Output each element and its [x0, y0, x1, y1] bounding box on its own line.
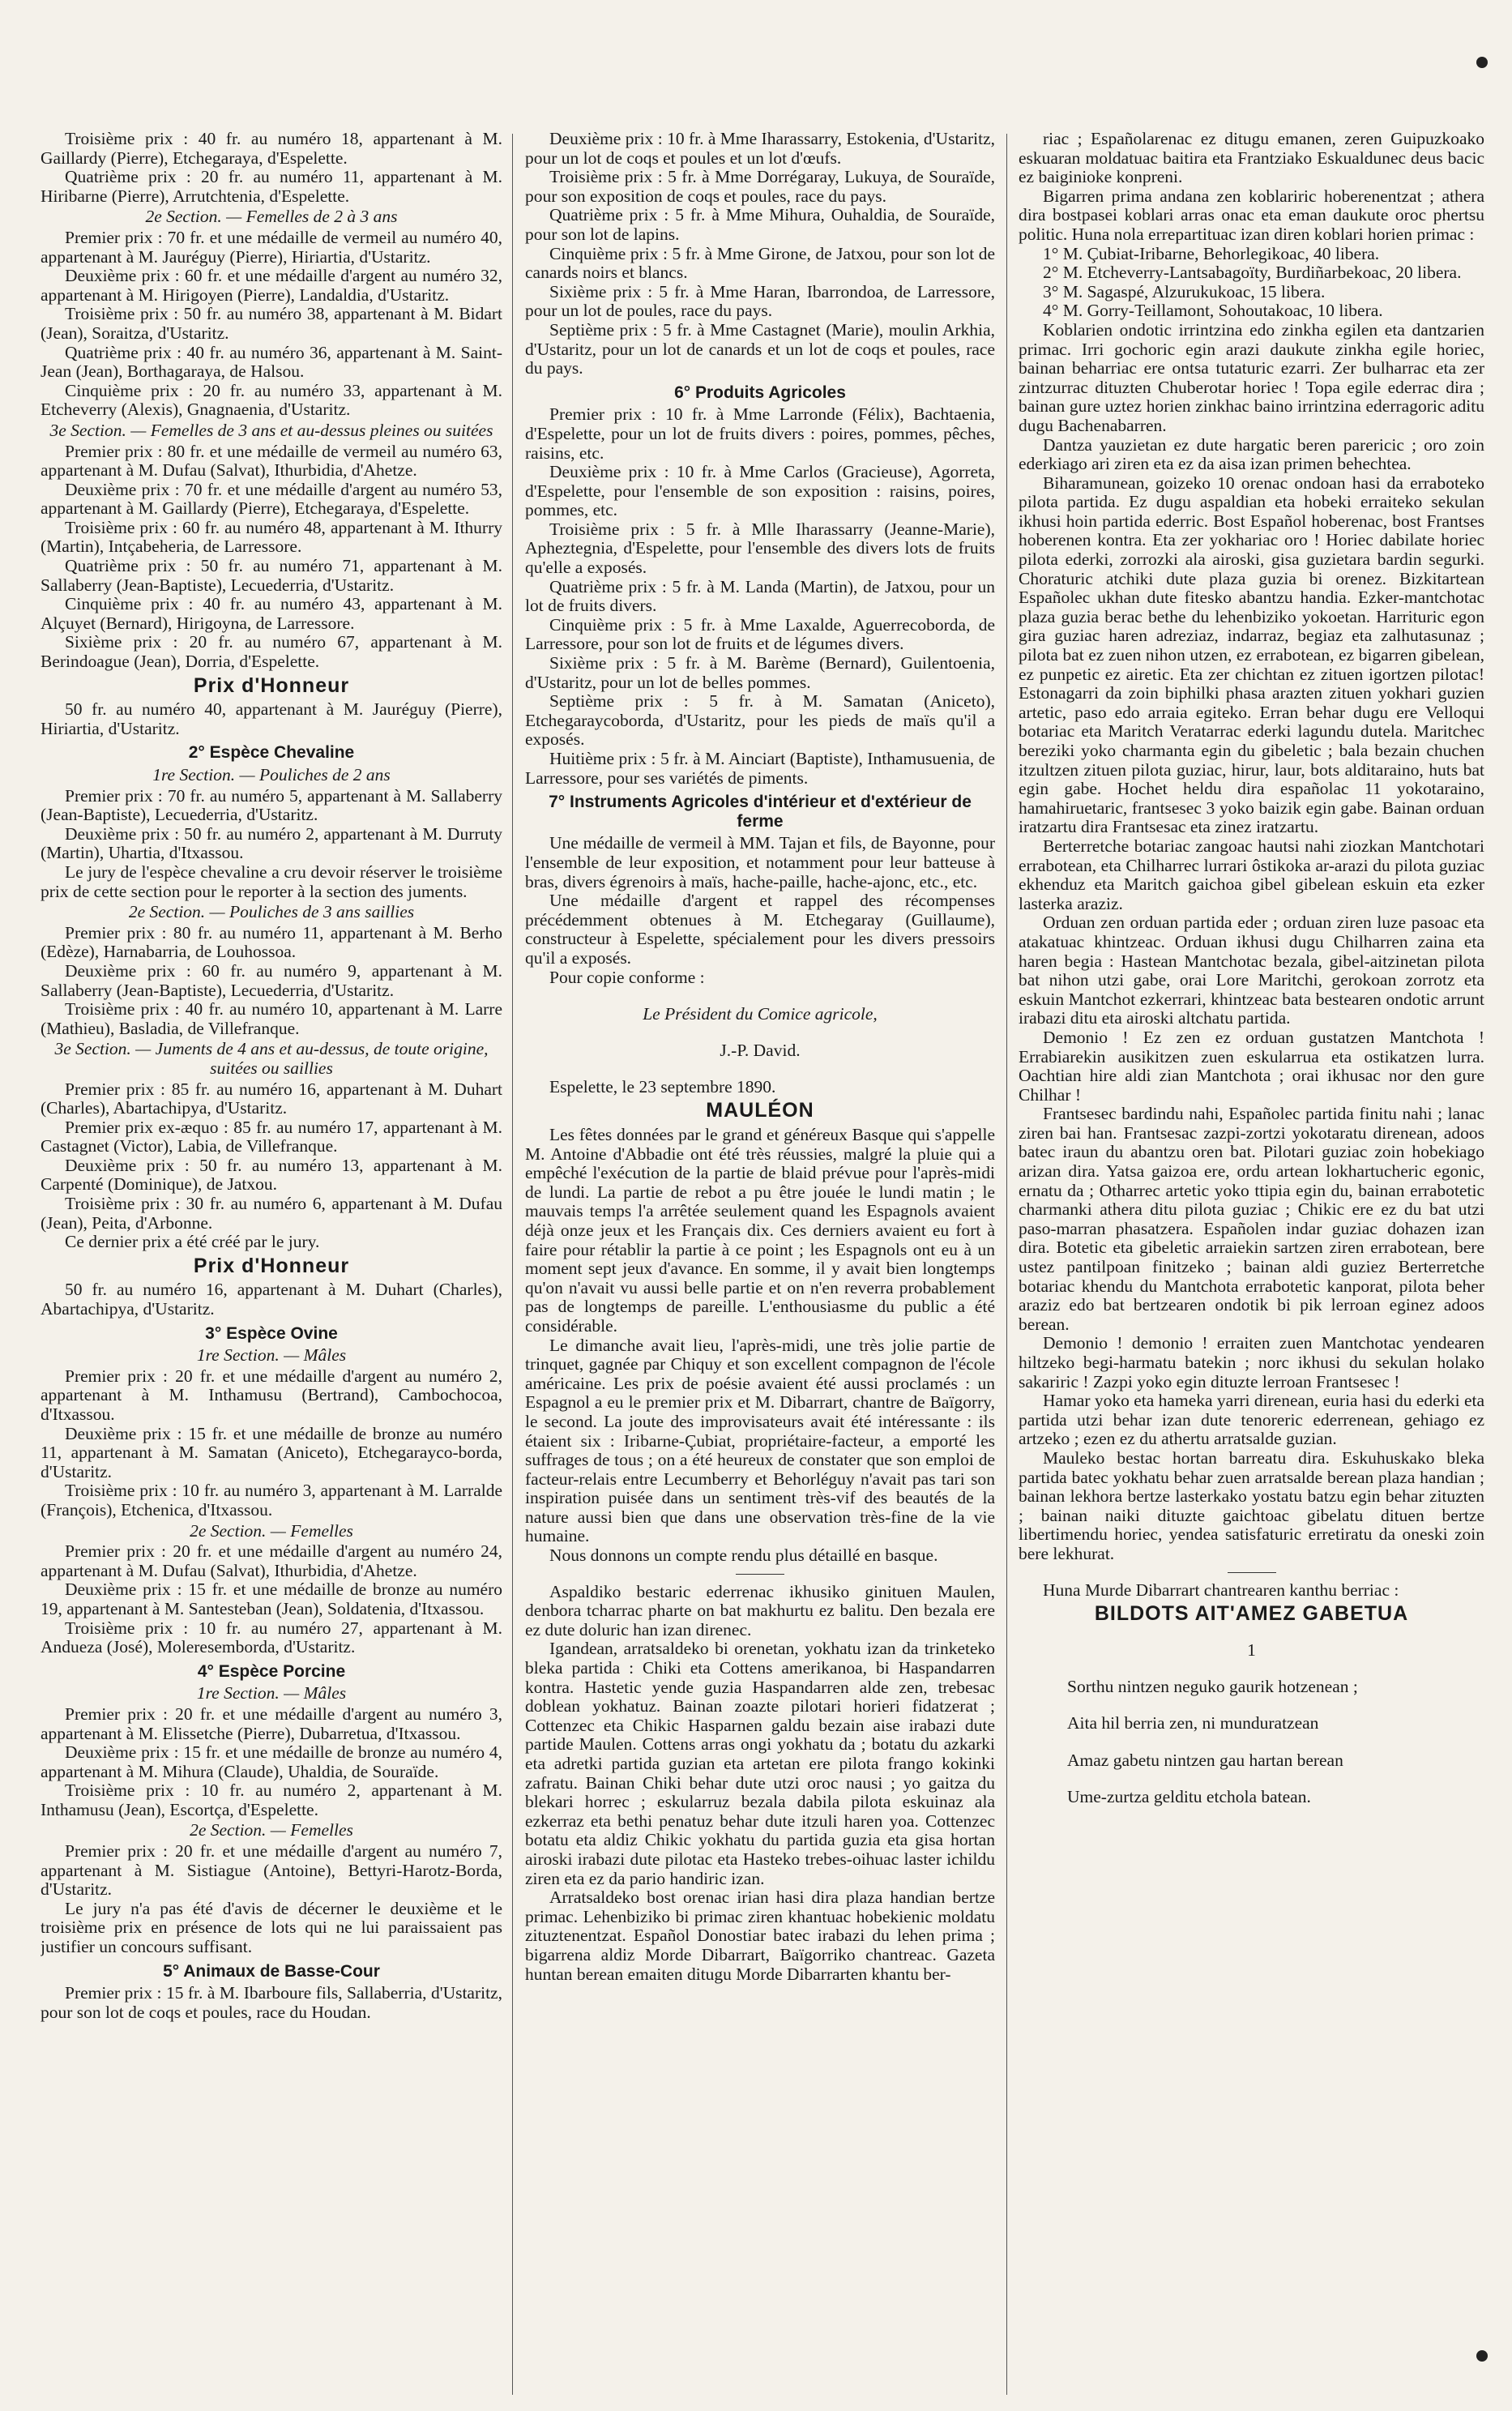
- paragraph: Troisième prix : 40 fr. au numéro 18, appartenant à M. Gaillardy (Pierre), Etchegaraya, d'Espelette.: [41, 130, 502, 168]
- paragraph: Hamar yoko eta hameka yarri direnean, euria hasi du ederki eta partida utzi behar izan dute tenoreric ederrenean, gehiago ez artzeko ; ezen ez du athertu arratsalde guzian.: [1019, 1391, 1484, 1449]
- paragraph: 50 fr. au numéro 40, appartenant à M. Jauréguy (Pierre), Hiriartia, d'Ustaritz.: [41, 699, 502, 738]
- section-heading: 2e Section. — Femelles de 2 à 3 ans: [145, 207, 398, 227]
- paragraph: Demonio ! Ez zen ez orduan gustatzen Mantchota ! Errabiarekin ausikitzen zuen eskularrua eta ostikatzen lurra. Oachtian hire aldi zian Mantchota ; orai ikhusac nor den gure Chilhar !: [1019, 1027, 1484, 1105]
- paragraph: Premier prix : 85 fr. au numéro 16, appartenant à M. Duhart (Charles), Abartachipya, d'Ustaritz.: [41, 1079, 502, 1118]
- centered-text: J.-P. David.: [720, 1040, 801, 1060]
- section-heading: 2e Section. — Femelles: [190, 1520, 353, 1541]
- separator-rule: [1228, 1572, 1276, 1573]
- paragraph: Le dimanche avait lieu, l'après-midi, une très jolie partie de trinquet, gagnée par Chiquy et son excellent compagnon de l'école américaine. Les prix de poésie avaient été aussi proclamés : un Espagnol a eu le premier prix et M. Dibarrart, chantre de Baïgorry, le second. La joute des improvisateurs avait été intéressante : ils étaient six : Iribarne-Çubiat, propriétaire-facteur, a emporté les suffrages de tous ; on a été heureux de constater que son emploi de facteur-relais entre Lecumberry et Behorléguy n'avait pas tari son inspiration puisée dans un sentiment très-vif des beautés de la nature aussi bien que dans une observation très-fine de la vie humaine.: [525, 1335, 995, 1546]
- paragraph: Deuxième prix : 50 fr. au numéro 2, appartenant à M. Durruty (Martin), Uhartia, d'Itxassou.: [41, 823, 502, 863]
- paragraph: Bigarren prima andana zen koblariric hoberenentzat ; athera dira bostpasei koblari arras onac eta eman daukute oroc phertsu politic. Huna nola errepartituac izan diren koblari horien primac :: [1019, 186, 1484, 244]
- paragraph: Premier prix ex-æquo : 85 fr. au numéro 17, appartenant à M. Castagnet (Victor), Labia, de Villefranque.: [41, 1117, 502, 1156]
- poem-line: Amaz gabetu nintzen gau hartan berean: [1067, 1750, 1343, 1770]
- sub-heading: 5° Animaux de Basse-Cour: [163, 1961, 380, 1981]
- paragraph: 1° M. Çubiat-Iribarne, Behorlegikoac, 40 libera.: [1043, 243, 1380, 263]
- paragraph: Premier prix : 70 fr. et une médaille de vermeil au numéro 40, appartenant à M. Jauréguy (Pierre), Hiriartia, d'Ustaritz.: [41, 227, 502, 267]
- paragraph: Deuxième prix : 60 fr. et une médaille d'argent au numéro 32, appartenant à M. Hirigoyen (Pierre), Landaldia, d'Ustaritz.: [41, 266, 502, 305]
- paragraph: Une médaille d'argent et rappel des récompenses précédemment obtenues à M. Etchegaray (Guillaume), constructeur à Espelette, spécialement pour les divers pressoirs qu'il a exposés.: [525, 891, 995, 968]
- paragraph: Premier prix : 20 fr. et une médaille d'argent au numéro 2, appartenant à M. Inthamusu (Bertrand), Cambochocoa, d'Itxassou.: [41, 1366, 502, 1424]
- paragraph: Deuxième prix : 15 fr. et une médaille de bronze au numéro 11, appartenant à M. Samatan (Aniceto), Etchegarayco-borda, d'Ustaritz.: [41, 1423, 502, 1481]
- poem-line: Aita hil berria zen, ni munduratzean: [1067, 1713, 1319, 1733]
- paragraph: Quatrième prix : 20 fr. au numéro 11, appartenant à M. Hiribarne (Pierre), Arrutchtenia, d'Espelette.: [41, 167, 502, 206]
- column-left: [41, 130, 502, 2399]
- paragraph: Troisième prix : 10 fr. au numéro 2, appartenant à M. Inthamusu (Jean), Escortça, d'Espelette.: [41, 1780, 502, 1819]
- paragraph: Huna Murde Dibarrart chantrearen kanthu berriac :: [1043, 1580, 1399, 1600]
- section-heading: 1re Section. — Mâles: [196, 1345, 347, 1366]
- paragraph: Mauleko bestac hortan barreatu dira. Eskuhuskako bleka partida batec yokhatu behar zuen arratsalde berean plaza handian ; bainan lekhora bertze lasterkako yostatu batzu egin behar zituzten ; bainan naiki dituzte gaichtoac gibelatu dituen bertze libertimendu horiec, yendea satisfaturic erretiratu da oneski zoin bere lekhurat.: [1019, 1447, 1484, 1563]
- paragraph: Quatrième prix : 50 fr. au numéro 71, appartenant à M. Sallaberry (Jean-Baptiste), Lecuederria, d'Ustaritz.: [41, 556, 502, 595]
- paragraph: Huitième prix : 5 fr. à M. Ainciart (Baptiste), Inthamusuenia, de Larressore, pour ses variétés de piments.: [525, 749, 995, 788]
- paragraph: Cinquième prix : 40 fr. au numéro 43, appartenant à M. Alçuyet (Bernard), Hirigoyna, de Larressore.: [41, 594, 502, 633]
- paragraph: Dantza yauzietan ez dute hargatic beren parericic ; oro zoin ederkiago ari ziren eta ez da aisa izan primen behechtea.: [1019, 434, 1484, 474]
- section-heading: 1re Section. — Mâles: [196, 1683, 347, 1704]
- paragraph: 3° M. Sagaspé, Alzurukukoac, 15 libera.: [1043, 281, 1326, 301]
- paragraph: Premier prix : 15 fr. à M. Ibarboure fils, Sallaberria, d'Ustaritz, pour son lot de coqs et poules, race du Houdan.: [41, 1983, 502, 2022]
- paragraph: Berterretche botariac zangoac hautsi nahi ziozkan Mantchotari errabotean, eta Chilharrec lurrari ôstikoka ar-arazi du pilota guziac ekhenduz eta Maritch gaichoa gibel gibelean eskuin eta ezker lasterka araziz.: [1019, 836, 1484, 913]
- paragraph: Troisième prix : 10 fr. au numéro 3, appartenant à M. Larralde (François), Etchenica, d'Itxassou.: [41, 1481, 502, 1520]
- paragraph: Aspaldiko bestaric ederrenac ikhusiko ginituen Maulen, denbora tcharrac pharte on bat makhurtu ez balitu. Den bezala ere ez dute doluric han izan direnec.: [525, 1581, 995, 1639]
- paragraph: Le jury n'a pas été d'avis de décerner le deuxième et le troisième prix en présence de lots qui ne lui paraissaient pas justifier un concours suffisant.: [41, 1898, 502, 1957]
- paragraph: Premier prix : 80 fr. au numéro 11, appartenant à M. Berho (Edèze), Harnabarria, de Louhossoa.: [41, 922, 502, 962]
- centered-text: 1: [1247, 1640, 1256, 1661]
- paragraph: Sixième prix : 20 fr. au numéro 67, appartenant à M. Berindoague (Jean), Dorria, d'Espelette.: [41, 632, 502, 672]
- paragraph: Les fêtes données par le grand et généreux Basque qui s'appelle M. Antoine d'Abbadie ont été très réussies, malgré la pluie qui a empêché l'exécution de la partie de blaid prévue pour l'après-midi de lundi. La partie de rebot a pu être jouée le lundi matin ; le mauvais temps l'a arrêtée seulement quand les Espagnols avaient déjà onze jeux et les Français dix. Ces derniers avaient eu fort à faire pour rétablir la partie à ce point ; les Espagnols ont eu à un moment sept jeux d'avance. En somme, il y avait bien longtemps qu'on n'avait vu aussi belle partie et on n'en reverra probablement pas de longtemps de pareille. L'enthousiasme du public a été considérable.: [525, 1125, 995, 1336]
- paragraph: Premier prix : 70 fr. au numéro 5, appartenant à M. Sallaberry (Jean-Baptiste), Lecuederria, d'Ustaritz.: [41, 785, 502, 825]
- paragraph: Quatrième prix : 5 fr. à Mme Mihura, Ouhaldia, de Souraïde, pour son lot de lapins.: [525, 205, 995, 244]
- paragraph: Pour copie conforme :: [549, 967, 705, 987]
- paragraph: Septième prix : 5 fr. à M. Samatan (Aniceto), Etchegaraycoborda, d'Ustaritz, pour les pieds de maïs qu'il a exposés.: [525, 691, 995, 750]
- section-heading: 2e Section. — Pouliches de 3 ans saillies: [128, 902, 415, 922]
- paragraph: Sixième prix : 5 fr. à M. Barème (Bernard), Guilentoenia, d'Ustaritz, pour un lot de belles pommes.: [525, 653, 995, 692]
- main-heading: Prix d'Honneur: [193, 673, 350, 697]
- paragraph: Septième prix : 5 fr. à Mme Castagnet (Marie), moulin Arkhia, d'Ustaritz, pour un lot de canards et un lot de coqs et poules, race du pays.: [525, 319, 995, 378]
- paragraph: Deuxième prix : 10 fr. à Mme Carlos (Gracieuse), Agorreta, d'Espelette, pour l'ensemble de son exposition : raisins, poires, pommes, etc.: [525, 462, 995, 520]
- paragraph: Premier prix : 20 fr. et une médaille d'argent au numéro 24, appartenant à M. Dufau (Salvat), Ithurbidia, d'Ahetze.: [41, 1541, 502, 1580]
- paragraph: Sixième prix : 5 fr. à Mme Haran, Ibarrondoa, de Larressore, pour un lot de poules, race du pays.: [525, 281, 995, 321]
- paragraph: Troisième prix : 5 fr. à Mme Dorrégaray, Lukuya, de Souraïde, pour son exposition de coqs et poules, race du pays.: [525, 167, 995, 206]
- sub-heading: 6° Produits Agricoles: [674, 383, 846, 402]
- paragraph: Cinquième prix : 20 fr. au numéro 33, appartenant à M. Etcheverry (Alexis), Gnagnaenia, d'Ustaritz.: [41, 380, 502, 420]
- binding-hole: [1476, 2350, 1488, 2362]
- paragraph: Ce dernier prix a été créé par le jury.: [65, 1232, 320, 1252]
- separator-rule: [736, 1574, 784, 1575]
- paragraph: Troisième prix : 10 fr. au numéro 27, appartenant à M. Andueza (José), Moleresemborda, d'Ustaritz.: [41, 1618, 502, 1657]
- paragraph: Nous donnons un compte rendu plus détaillé en basque.: [549, 1545, 938, 1566]
- paragraph: Orduan zen orduan partida eder ; orduan ziren luze pasoac eta atakatuac khintzeac. Orduan ikhusi dugu Chilharren zaina eta haren begia : Hastean Mantchotac bezala, gibel-aitzinetan pilota bat nihon utzi gabe, orai Lore Maritchi, gerokoan zorrotz eta eskuin Mantchot ezkerrari, khintzeac bata bestearen ondotic arrunt irabazi ditu eta airoski altchatu partida.: [1019, 913, 1484, 1028]
- sub-heading: 3° Espèce Ovine: [205, 1323, 338, 1343]
- main-heading: MAULÉON: [706, 1099, 814, 1122]
- paragraph: Troisième prix : 5 fr. à Mlle Iharassarry (Jeanne-Marie), Apheztegnia, d'Espelette, pour l'ensemble des divers lots de fruits qu'elle a exposés.: [525, 519, 995, 578]
- binding-hole: [1476, 57, 1488, 68]
- paragraph: Deuxième prix : 50 fr. au numéro 13, appartenant à M. Carpenté (Dominique), de Jatxou.: [41, 1155, 502, 1195]
- paragraph: Cinquième prix : 5 fr. à Mme Laxalde, Aguerrecoborda, de Larressore, pour son lot de fruits et de légumes divers.: [525, 614, 995, 654]
- paragraph: Arratsaldeko bost orenac irian hasi dira plaza handian bertze primac. Lehenbiziko bi primac ziren khantuac hobekienic moldatu zituztenentzat. Español Donostiar batec irabazi du lehen prima ; bigarrena aldiz Morde Dibarrart, Baïgorriko chantreac. Gazeta huntan berean emaiten ditugu Morde Dibarrarten khantu ber-: [525, 1887, 995, 1984]
- paragraph: Troisième prix : 40 fr. au numéro 10, appartenant à M. Larre (Mathieu), Basladia, de Villefranque.: [41, 999, 502, 1038]
- section-heading: 1re Section. — Pouliches de 2 ans: [152, 765, 391, 784]
- paragraph: Demonio ! demonio ! erraiten zuen Mantchotac yendearen hiltzeko begi-harmatu batekin ; norc ikhusi du sekulan holako sakariric ! Zazpi yoko egin dituzte lerroan Frantsesec !: [1019, 1333, 1484, 1391]
- paragraph: Koblarien ondotic irrintzina edo zinkha egilen eta dantzarien primac. Irri gochoric egin arazi daukute zinkha egile horiec, bainan beharriac ere ontsa tutaturic ezarri. Zer bulharrac eta zer zintzurrac dituzten Chuberotar horiec ! Topa egile ederrac dira ; bainan gure uztez horien zinkhac baino irrintzina ederragoric aditu dugu Bachenabarren.: [1019, 319, 1484, 435]
- section-heading: 3e Section. — Femelles de 3 ans et au-dessus pleines ou suitées: [49, 420, 493, 440]
- column-divider: [512, 134, 513, 2395]
- paragraph: Le jury de l'espèce chevaline a cru devoir réserver le troisième prix de cette section pour le reporter à la section des juments.: [41, 861, 502, 901]
- paragraph: Premier prix : 10 fr. à Mme Larronde (Félix), Bachtaenia, d'Espelette, pour un lot de fruits divers : poires, pommes, pêches, raisins, etc.: [525, 404, 995, 463]
- paragraph: Deuxième prix : 15 fr. et une médaille de bronze au numéro 19, appartenant à M. Santesteban (Jean), Soldatenia, d'Itxassou.: [41, 1580, 502, 1618]
- paragraph: Troisième prix : 60 fr. au numéro 48, appartenant à M. Ithurry (Martin), Intçabeheria, de Larressore.: [41, 517, 502, 557]
- paragraph: 2° M. Etcheverry-Lantsabagoïty, Burdiñarbekoac, 20 libera.: [1043, 263, 1462, 283]
- poem-line: Sorthu nintzen neguko gaurik hotzenean ;: [1067, 1677, 1358, 1697]
- paragraph: Une médaille de vermeil à MM. Tajan et fils, de Bayonne, pour l'ensemble de leur exposition, et notamment pour leur batteuse à bras, divers égrenoirs à maïs, hache-paille, hache-ajonc, etc., etc.: [525, 833, 995, 891]
- signature-line: Le Président du Comice agricole,: [643, 1003, 878, 1024]
- paragraph: 4° M. Gorry-Teillamont, Sohoutakoac, 10 libera.: [1043, 301, 1383, 321]
- paragraph: Quatrième prix : 40 fr. au numéro 36, appartenant à M. Saint-Jean (Jean), Borthagaraya, de Halsou.: [41, 342, 502, 382]
- paragraph: Deuxième prix : 70 fr. et une médaille d'argent au numéro 53, appartenant à M. Gaillardy (Pierre), Etchegaraya, d'Espelette.: [41, 479, 502, 519]
- paragraph: Biharamunean, goizeko 10 orenac ondoan hasi da erraboteko pilota partida. Ez dugu aspaldian eta hobeki erraiteko sekulan ikhusi hoin partida ederric. Bost Español hoberenac, bost Frantses hoberenen kontra. Eta zer yokhariac oro ! Horiec dabilate horiec pilota ederki, zorrozki ala airoski, gisa guzietara bardin segurki. Choraturic atchiki dute plaza guzia bi orenez. Bizkitartean Españolec ukhan dute fitesko abantzu handia. Ezker-mantchotac plaza guzia berac bethe du lehenbiziko yokoetan. Harrituric egon gira guziac haren adreziaz, indarraz, begiaz eta zalhutasunaz ; pilota bat ez zuen nihon utzen, ez errabotean, ez bigarren gibelean, ez punpetic ez airetic. Eta zer chichtan ez zituen igortzen pilotac! Estonagarri da zoin biphilki phasa arazten zituen yokhari guzien artetic, paso edo arraia egiteko. Erran behar dugu ere Velloqui botariac eta Maritch Veratarrac ederki lagundu dutela. Maritchec bereziki yoko charmanta egin du gibeletic ; bala bezain chuchen itzultzen zituen pilota guziac, hirur, laur, bots alditaraino, huts bat egin gabe. Hochet heldu dira españolac 11 yokotaraino, hamahiruetaric, frantsesec 3 yoko baizik egin gabe. Bainan orduan iratzartu dira Frantsesac eta zinez iratzartu.: [1019, 472, 1484, 837]
- paragraph: Troisième prix : 50 fr. au numéro 38, appartenant à M. Bidart (Jean), Soraitza, d'Ustaritz.: [41, 304, 502, 343]
- paragraph: Premier prix : 20 fr. et une médaille d'argent au numéro 7, appartenant à M. Sistiague (Antoine), Bettyri-Harotz-Borda, d'Ustaritz.: [41, 1841, 502, 1900]
- column-middle: [525, 130, 995, 2399]
- main-heading: BILDOTS AIT'AMEZ GABETUA: [1094, 1602, 1409, 1626]
- sub-heading: 2° Espèce Chevaline: [188, 743, 355, 763]
- paragraph: riac ; Españolarenac ez ditugu emanen, zeren Guipuzkoako eskuaran moldatuac baitira eta Frantziako Eskualdunec deus bacic ez baiginioke konpreni.: [1019, 130, 1484, 187]
- paragraph: Frantsesec bardindu nahi, Españolec partida finitu nahi ; lanac ziren bai han. Frantsesac zazpi-zortzi yokotaratu direnean, adoos batec iraun du abantzu oren bat. Pilotari guziac zoin hobekiago arizan dira. Yatsa gaizoa ere, ordu artean lokhartucheric egonic, ernatu da ; Otharrec artetic yoko ttipia egin du, bainan errabotetic charmanki athera ditu pilota guziac ; Chikic ere ez du bat utzi paso-marran phasatzera. Españolen indar guziac dohazen izan dira. Botetic eta gibeletic arraiekin sartzen ziren errabotean, bere ustez pantilpoan finitzeko ; bainan aldi guziez Berterretche botariac khendu du Mantchota errabotetic kanporat, pilota beher araziz edo bat bertzearen ondotik bi pik lerroan eginez adoos berean.: [1019, 1104, 1484, 1334]
- paragraph: Deuxième prix : 60 fr. au numéro 9, appartenant à M. Sallaberry (Jean-Baptiste), Lecuederria, d'Ustaritz.: [41, 960, 502, 1000]
- section-heading: 2e Section. — Femelles: [190, 1820, 353, 1840]
- paragraph: Espelette, le 23 septembre 1890.: [549, 1076, 776, 1096]
- poem-line: Ume-zurtza gelditu etchola batean.: [1067, 1786, 1311, 1806]
- column-divider: [1006, 134, 1007, 2395]
- paragraph: Deuxième prix : 10 fr. à Mme Iharassarry, Estokenia, d'Ustaritz, pour un lot de coqs et poules et un lot d'œufs.: [525, 130, 995, 168]
- paragraph: Troisième prix : 30 fr. au numéro 6, appartenant à M. Dufau (Jean), Peita, d'Arbonne.: [41, 1194, 502, 1233]
- paragraph: Premier prix : 80 fr. et une médaille de vermeil au numéro 63, appartenant à M. Dufau (Salvat), Ithurbidia, d'Ahetze.: [41, 441, 502, 481]
- paragraph: Quatrième prix : 5 fr. à M. Landa (Martin), de Jatxou, pour un lot de fruits divers.: [525, 576, 995, 616]
- paragraph: Igandean, arratsaldeko bi orenetan, yokhatu izan da trinketeko bleka partida : Chiki eta Cottens amerikanoa, bi Haspandarren kontra. Hastetic yende guzia Haspandarren alde zen, trebesac doblean yokhatuz. Bainan zoazte pilotari horieri fidatzerat ; Cottenzec eta Chikic Hasparnen galdu bezain aise irabazi dute partide Maulen. Cottens arras ongi yokhatu da ; botatu du azkarki eta adretki partida guzian eta artetan ere pilota frango kokinki zafratu. Bainan Chiki behar dute utzi oroc nausi ; yo gaitza du blekari horrec ; eskularruz bezala dabila pilota eskuinaz ala ezkerraz eta bethi penatuz behar dute itzuli haren yoa. Cottenzec botatu eta aldiz Chikic yokhatu du partida guzia eta gisa hortan airoski irabazi dute pilotac eta Hasteko trebes-oihuac laster ichildu ziren eta ez da pario handiric izan.: [525, 1639, 995, 1888]
- column-right: [1019, 130, 1484, 2399]
- paragraph: 50 fr. au numéro 16, appartenant à M. Duhart (Charles), Abartachipya, d'Ustaritz.: [41, 1280, 502, 1319]
- paragraph: Cinquième prix : 5 fr. à Mme Girone, de Jatxou, pour son lot de canards noirs et blancs.: [525, 243, 995, 283]
- sub-heading: 7° Instruments Agricoles d'intérieur et d'extérieur de ferme: [549, 793, 972, 831]
- paragraph: Premier prix : 20 fr. et une médaille d'argent au numéro 3, appartenant à M. Elissetche (Pierre), Dubarretua, d'Itxassou.: [41, 1704, 502, 1743]
- main-heading: Prix d'Honneur: [193, 1254, 350, 1277]
- paragraph: Deuxième prix : 15 fr. et une médaille de bronze au numéro 4, appartenant à M. Mihura (Claude), Uhaldia, de Souraïde.: [41, 1742, 502, 1781]
- sub-heading: 4° Espèce Porcine: [197, 1661, 346, 1681]
- section-heading: 3e Section. — Juments de 4 ans et au-dessus, de toute origine, suitées ou saillies: [54, 1039, 489, 1078]
